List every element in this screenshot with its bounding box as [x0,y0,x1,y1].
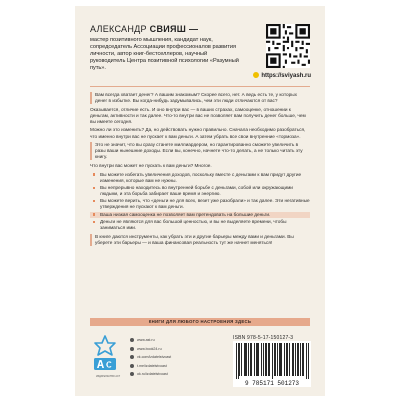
paragraph: Это не значит, что вы сразу станете миллиардером, но гарантированно сможете увеличить в разы ваши нынешние доходы. Если вы, конечно, начнете что-то делать, а не только читать эту книгу. [90,142,310,160]
barcode-digits: 9 785171 501273 [244,380,300,387]
promo-banner: КНИГИ ДЛЯ ЛЮБОГО НАСТРОЕНИЯ ЗДЕСЬ [90,318,310,326]
qr-code-icon[interactable] [266,24,310,68]
intro-paragraph: Вам всегда хватает денег? А вашим знакомым? Скорее всего, нет. А ведь есть те, у которых денег в избытке. Вы когда-нибудь задумывались, чем эти люди отличаются от вас? [90,92,310,104]
contact-link[interactable]: ok.ru/izdatelstvoast [130,370,171,379]
vk-icon [130,355,134,359]
barcode [233,341,311,387]
isbn: ISBN 978-5-17-150127-3 [233,335,294,341]
globe-icon [130,338,134,342]
ast-publisher-logo [93,334,117,374]
question-line: Что внутри вас может не пускать к вам деньги? Многое. [90,162,212,168]
telegram-icon [130,364,134,368]
contact-link[interactable]: www.book24.ru [130,345,171,354]
contact-link[interactable]: t.me/izdatelstvoast [130,362,171,371]
contact-link[interactable]: vk.com/izdatelstvoast [130,353,171,362]
publisher-contacts [130,336,171,379]
globe-icon [130,347,134,351]
website-link[interactable] [253,72,311,79]
paragraph: Оказывается, отличие есть. И оно внутри вас — в ваших страхах, самооценке, отношении к деньгам, активности и так далее. Что-то внутри вас не позволяет вам получить денег больше, чем вы имеете сегодня. [90,106,306,124]
list-item: Вы можете верить, что «деньги не для всех, везет уже разобрали» и так далее. Эти негативные утверждения не пускают к вам деньги. [90,198,310,210]
list-item: Вы можете избегать увеличения доходов, поскольку вместе с деньгами к вам придут другие изменения, которые вам не нужны. [90,172,310,184]
book-back-cover [75,6,325,396]
author-name [90,24,240,35]
list-item: Деньги не являются для вас большой ценностью, и вы не выделяете времени, чтобы заниматься ими. [90,219,310,231]
outro-paragraph: В книге даются инструменты, как убрать эти и другие барьеры между вами и деньгами. Вы уберете эти барьеры — и ваша финансовая реальность тут же начнет меняться! [90,234,310,246]
author-bio: мастер позитивного мышления, кандидат наук, сопредседатель Ассоциации профессионалов развития личности, автор книг-бестселлеров, научный руководитель Центра позитивной психологии «Разумный путь». [90,37,239,71]
website-url: https://sviyash.ru [261,73,311,79]
ok-icon [130,372,134,376]
list-item: Вы непрерывно находитесь во внутренней борьбе с деньгами, собой или окружающими людьми, и эта борьба забирает ваше время и энергию. [90,185,310,197]
globe-icon [253,72,259,78]
barrier-list [90,172,310,232]
contact-link[interactable]: www.ast.ru [130,336,171,345]
author-first-name: АЛЕКСАНДР [90,24,147,34]
paragraph: Можно ли это изменить? Да, но действовать нужно правильно. Сначала необходимо разобраться, что именно внутри вас не пускает к вам деньги. А затем убрать все свои внутренние «тормоза». [90,127,306,139]
divider [90,86,310,87]
list-item-highlighted: Ваша низкая самооценка не позволяет вам претендовать на большие деньги. [90,212,310,218]
publisher-tagline: ИЗДАТЕЛЬСТВО АСТ [95,375,121,378]
author-last-name: СВИЯШ — [149,24,199,34]
annotation-text [90,92,310,249]
author-block [90,24,240,72]
